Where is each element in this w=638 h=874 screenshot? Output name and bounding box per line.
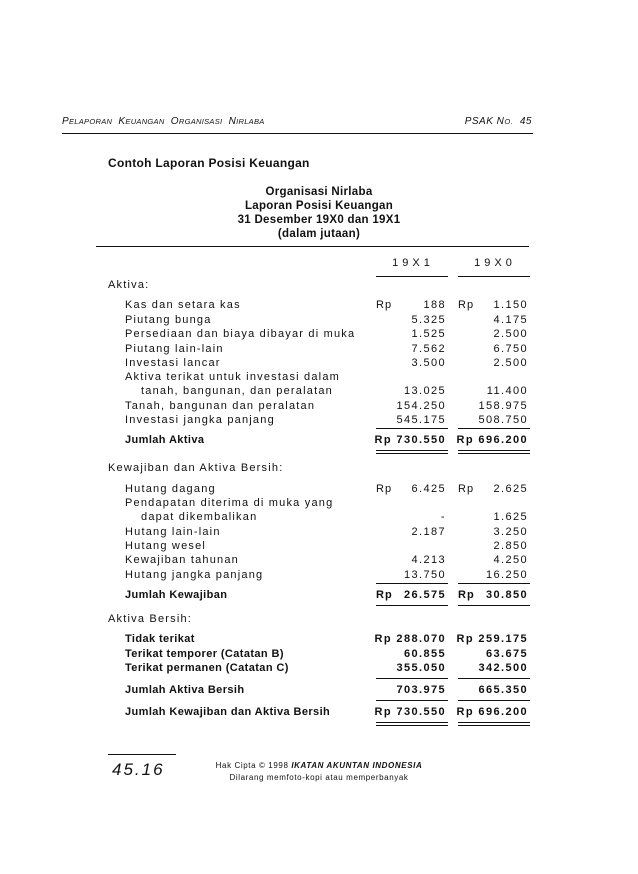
value-19x1: 5.325 bbox=[411, 314, 446, 326]
statement-name: Laporan Posisi Keuangan bbox=[244, 200, 394, 212]
row-label: Investasi lancar bbox=[125, 357, 221, 369]
value-19x1: 3.500 bbox=[411, 357, 446, 369]
value-19x0: 11.400 bbox=[486, 385, 528, 397]
row-label: Hutang dagang bbox=[125, 483, 216, 495]
value-19x0: 3.250 bbox=[493, 526, 528, 538]
value-19x0: 1.625 bbox=[493, 511, 528, 523]
total-label: Jumlah Aktiva bbox=[125, 434, 205, 446]
value-19x0: 16.250 bbox=[485, 569, 528, 581]
value-19x0: 6.750 bbox=[493, 343, 528, 355]
grand-total-double-rule bbox=[376, 722, 448, 726]
value-19x1: 60.855 bbox=[403, 648, 446, 660]
value-19x1: 154.250 bbox=[396, 400, 446, 412]
running-header-title bbox=[62, 116, 265, 127]
value-19x1: 13.750 bbox=[403, 569, 446, 581]
value-19x0: 4.250 bbox=[493, 554, 528, 566]
currency-symbol: Rp bbox=[458, 299, 475, 311]
section-aktiva: Aktiva: bbox=[108, 279, 150, 291]
row-label: tanah, bangunan, dan peralatan bbox=[141, 385, 333, 397]
total-19x1: 26.575 bbox=[403, 589, 446, 601]
grand-total-19x0: Rp 696.200 bbox=[456, 706, 528, 718]
subtotal-rule bbox=[376, 700, 448, 701]
value-19x1: Rp 288.070 bbox=[374, 633, 446, 645]
total-19x1: 703.975 bbox=[396, 684, 446, 696]
value-19x1: 355.050 bbox=[396, 662, 446, 674]
header-word: NIRLABA bbox=[228, 116, 265, 127]
grand-total-double-rule bbox=[458, 722, 530, 726]
value-19x1: 2.187 bbox=[411, 526, 446, 538]
currency-symbol: Rp bbox=[376, 483, 393, 495]
total-label: Jumlah Kewajiban bbox=[125, 589, 228, 601]
row-label: dapat dikembalikan bbox=[141, 511, 258, 523]
value-19x0: Rp 259.175 bbox=[456, 633, 528, 645]
value-19x0: 2.500 bbox=[493, 328, 528, 340]
value-19x0: 158.975 bbox=[478, 400, 528, 412]
header-word: KEUANGAN bbox=[118, 116, 165, 127]
value-19x1: 1.525 bbox=[411, 328, 446, 340]
subtotal-rule bbox=[458, 605, 530, 606]
column-header-19x1: 19X1 bbox=[392, 257, 434, 269]
row-label: Investasi jangka panjang bbox=[125, 414, 275, 426]
total-19x1: Rp 730.550 bbox=[374, 434, 446, 446]
row-label: Hutang jangka panjang bbox=[125, 569, 264, 581]
row-label: Piutang bunga bbox=[125, 314, 212, 326]
row-label: Terikat temporer (Catatan B) bbox=[125, 648, 284, 660]
row-label: Kas dan setara kas bbox=[125, 299, 241, 311]
value-19x0: 2.500 bbox=[493, 357, 528, 369]
row-label: Persediaan dan biaya dibayar di muka bbox=[125, 328, 356, 340]
table-top-rule bbox=[96, 246, 529, 247]
subtotal-rule bbox=[376, 678, 448, 679]
value-19x1: 4.213 bbox=[411, 554, 446, 566]
row-label: Tanah, bangunan dan peralatan bbox=[125, 400, 316, 412]
header-word: ORGANISASI bbox=[170, 116, 223, 127]
section-kewajiban: Kewajiban dan Aktiva Bersih: bbox=[108, 462, 284, 474]
value-19x0: 2.850 bbox=[493, 540, 528, 552]
currency-symbol: Rp bbox=[458, 589, 475, 601]
value-19x1: 6.425 bbox=[411, 483, 446, 495]
value-19x0: 342.500 bbox=[478, 662, 528, 674]
value-19x0: 508.750 bbox=[478, 414, 528, 426]
total-double-rule bbox=[458, 450, 530, 454]
value-19x0: 4.175 bbox=[493, 314, 528, 326]
value-19x1: 7.562 bbox=[411, 343, 446, 355]
column-header-rule bbox=[458, 276, 530, 277]
value-19x1: 188 bbox=[423, 299, 446, 311]
grand-total-label: Jumlah Kewajiban dan Aktiva Bersih bbox=[125, 706, 331, 718]
total-label: Jumlah Aktiva Bersih bbox=[125, 684, 245, 696]
copyright-notice bbox=[0, 760, 638, 784]
total-19x0: Rp 696.200 bbox=[456, 434, 528, 446]
subtotal-rule bbox=[376, 583, 448, 584]
subtotal-rule bbox=[458, 678, 530, 679]
currency-symbol: Rp bbox=[458, 483, 475, 495]
document-title: Contoh Laporan Posisi Keuangan bbox=[108, 156, 310, 170]
value-19x1: 13.025 bbox=[403, 385, 446, 397]
copyright-org: IKATAN AKUNTAN INDONESIA bbox=[291, 761, 423, 770]
row-label: Terikat permanen (Catatan C) bbox=[125, 662, 289, 674]
row-label: Pendapatan diterima di muka yang bbox=[125, 497, 334, 509]
subtotal-rule bbox=[458, 700, 530, 701]
row-label: Tidak terikat bbox=[125, 633, 195, 645]
statement-entity: Organisasi Nirlaba bbox=[265, 186, 373, 198]
total-19x0: 665.350 bbox=[478, 684, 528, 696]
value-19x0: 1.150 bbox=[493, 299, 528, 311]
row-label: Piutang lain-lain bbox=[125, 343, 224, 355]
header-rule bbox=[62, 133, 533, 134]
subtotal-rule bbox=[458, 428, 530, 429]
total-double-rule bbox=[376, 450, 448, 454]
row-label: Kewajiban tahunan bbox=[125, 554, 239, 566]
value-19x1: 545.175 bbox=[396, 414, 446, 426]
column-header-19x0: 19X0 bbox=[474, 257, 516, 269]
header-word: PELAPORAN bbox=[62, 116, 113, 127]
copy-prohibition: Dilarang memfoto-kopi atau memperbanyak bbox=[229, 773, 409, 782]
grand-total-19x1: Rp 730.550 bbox=[374, 706, 446, 718]
currency-symbol: Rp bbox=[376, 589, 393, 601]
value-19x0: 2.625 bbox=[493, 483, 528, 495]
copyright-prefix: Hak Cipta © 1998 bbox=[215, 761, 289, 770]
subtotal-rule bbox=[376, 605, 448, 606]
row-label: Hutang wesel bbox=[125, 540, 207, 552]
total-19x0: 30.850 bbox=[485, 589, 528, 601]
page-number: 45.16 bbox=[112, 760, 165, 779]
running-header-standard: PSAK NO. 45 bbox=[464, 116, 532, 127]
subtotal-rule bbox=[458, 583, 530, 584]
value-19x0: 63.675 bbox=[485, 648, 528, 660]
row-label: Hutang lain-lain bbox=[125, 526, 221, 538]
section-aktiva-bersih: Aktiva Bersih: bbox=[108, 613, 193, 625]
statement-unit: (dalam jutaan) bbox=[277, 228, 361, 240]
column-header-rule bbox=[376, 276, 448, 277]
footer-rule bbox=[108, 754, 176, 755]
statement-date: 31 Desember 19X0 dan 19X1 bbox=[237, 214, 401, 226]
row-label: Aktiva terikat untuk investasi dalam bbox=[125, 371, 340, 383]
subtotal-rule bbox=[376, 428, 448, 429]
value-19x1: - bbox=[440, 511, 446, 523]
currency-symbol: Rp bbox=[376, 299, 393, 311]
